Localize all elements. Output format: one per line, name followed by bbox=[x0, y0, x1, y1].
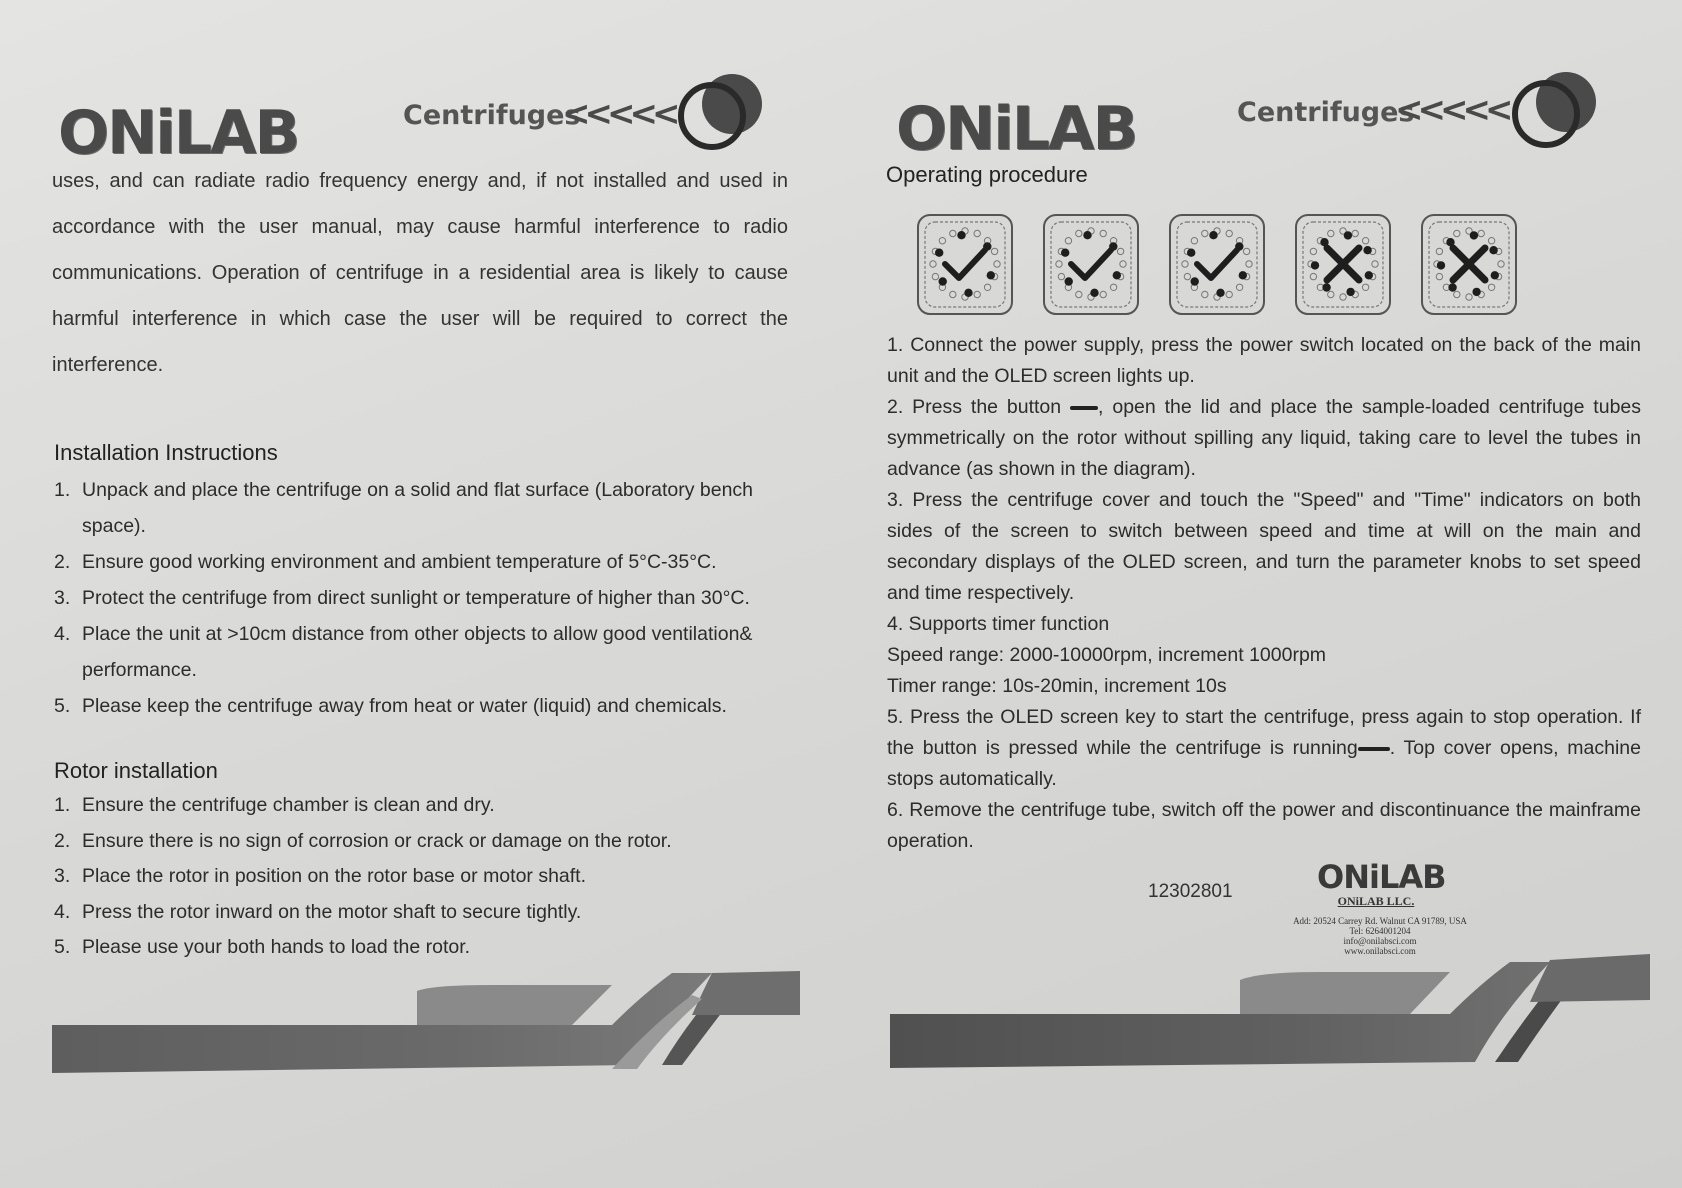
step-2: 2. Press the button , open the lid and place the sample-loaded centrifuge tubes symmetrically on the rotor without spilling any liquid, taking care to level the tubes in advance (as shown in the diagram). bbox=[887, 396, 1642, 480]
right-page bbox=[860, 0, 1682, 1188]
list-item: 5. Please use your both hands to load the rotor. bbox=[54, 936, 471, 958]
category-label: Centrifuges bbox=[403, 100, 581, 131]
list-item: 2. Ensure good working environment and ambient temperature of 5°C-35°C. bbox=[54, 551, 717, 573]
company-web: www.onilabsci.com bbox=[1344, 946, 1416, 956]
category-label: Centrifuges bbox=[1237, 97, 1415, 128]
step-4: 4. Supports timer function bbox=[887, 613, 1110, 635]
rotor-cross-icon bbox=[1293, 212, 1393, 317]
button-dash-icon bbox=[1070, 406, 1098, 410]
step-1: 1. Connect the power supply, press the power switch located on the back of the main unit and the OLED screen lights up. bbox=[887, 334, 1641, 387]
button-dash-icon bbox=[1358, 747, 1390, 751]
rotor-check-icon bbox=[1041, 212, 1141, 317]
procedure-heading: Operating procedure bbox=[886, 162, 1088, 187]
list-item: 3. Protect the centrifuge from direct sunlight or temperature of higher than 30°C. bbox=[54, 587, 750, 609]
list-item: 4. Press the rotor inward on the motor shaft to secure tightly. bbox=[54, 900, 582, 923]
list-item: 1. Unpack and place the centrifuge on a solid and flat surface (Laboratory bench space). bbox=[54, 479, 754, 537]
company-contact bbox=[1260, 916, 1500, 956]
onilab-logo: ONiLAB bbox=[896, 94, 1137, 164]
company-address: Add: 20524 Carrey Rd. Walnut CA 91789, USA bbox=[1293, 916, 1467, 926]
decorative-wave bbox=[52, 965, 802, 1077]
circle-logo-icon bbox=[1510, 70, 1602, 152]
company-email: info@onilabsci.com bbox=[1343, 936, 1417, 946]
list-item: 5. Please keep the centrifuge away from heat or water (liquid) and chemicals. bbox=[54, 695, 727, 717]
rotor-heading: Rotor installation bbox=[54, 758, 218, 783]
company-name: ONiLAB LLC. bbox=[1337, 894, 1415, 908]
installation-heading: Installation Instructions bbox=[54, 440, 278, 465]
rotor-list bbox=[54, 788, 794, 966]
step-6: 6. Remove the centrifuge tube, switch off the power and discontinuance the mainframe operation. bbox=[887, 799, 1641, 852]
rotor-cross-icon bbox=[1419, 212, 1519, 317]
step-5: 5. Press the OLED screen key to start the centrifuge, press again to stop operation. If the button is pressed while the centrifuge is running . Top cover opens, machine stops automatically. bbox=[887, 706, 1641, 790]
rotor-diagrams bbox=[915, 212, 1519, 317]
step-3: 3. Press the centrifuge cover and touch the "Speed" and "Time" indicators on both sides of the screen to switch between speed and time at will on the main and secondary displays of the OLED screen, and turn the parameter knobs to set speed and time respectively. bbox=[887, 489, 1641, 604]
speed-range: Speed range: 2000-10000rpm, increment 1000rpm bbox=[887, 644, 1327, 666]
procedure-steps bbox=[887, 330, 1641, 857]
intro-paragraph: uses, and can radiate radio frequency energy and, if not installed and used in accordance with the user manual, may cause harmful interference to radio communications. Operation of centrifuge in a residential area is likely to cause harmful interference in which case the user will be required to correct the interference. bbox=[52, 170, 788, 376]
list-item: 3. Place the rotor in position on the rotor base or motor shaft. bbox=[54, 865, 587, 887]
footer-logo: ONiLAB bbox=[1317, 858, 1446, 896]
company-tel: Tel: 6264001204 bbox=[1349, 926, 1411, 936]
chevrons-icon: <<<<< bbox=[1395, 90, 1508, 130]
rotor-check-icon bbox=[1167, 212, 1267, 317]
circle-logo-icon bbox=[676, 72, 768, 154]
left-page bbox=[0, 0, 820, 1188]
list-item: 4. Place the unit at >10cm distance from other objects to allow good ventilation& performance. bbox=[54, 623, 753, 681]
onilab-logo: ONiLAB bbox=[58, 98, 299, 168]
decorative-wave bbox=[890, 952, 1652, 1072]
list-item: 2. Ensure there is no sign of corrosion or crack or damage on the rotor. bbox=[54, 829, 672, 852]
serial-number: 12302801 bbox=[1148, 881, 1233, 902]
chevrons-icon: <<<<< bbox=[562, 94, 675, 134]
installation-list bbox=[54, 472, 794, 724]
rotor-check-icon bbox=[915, 212, 1015, 317]
timer-range: Timer range: 10s-20min, increment 10s bbox=[887, 675, 1227, 697]
list-item: 1. Ensure the centrifuge chamber is clean and dry. bbox=[54, 794, 495, 816]
